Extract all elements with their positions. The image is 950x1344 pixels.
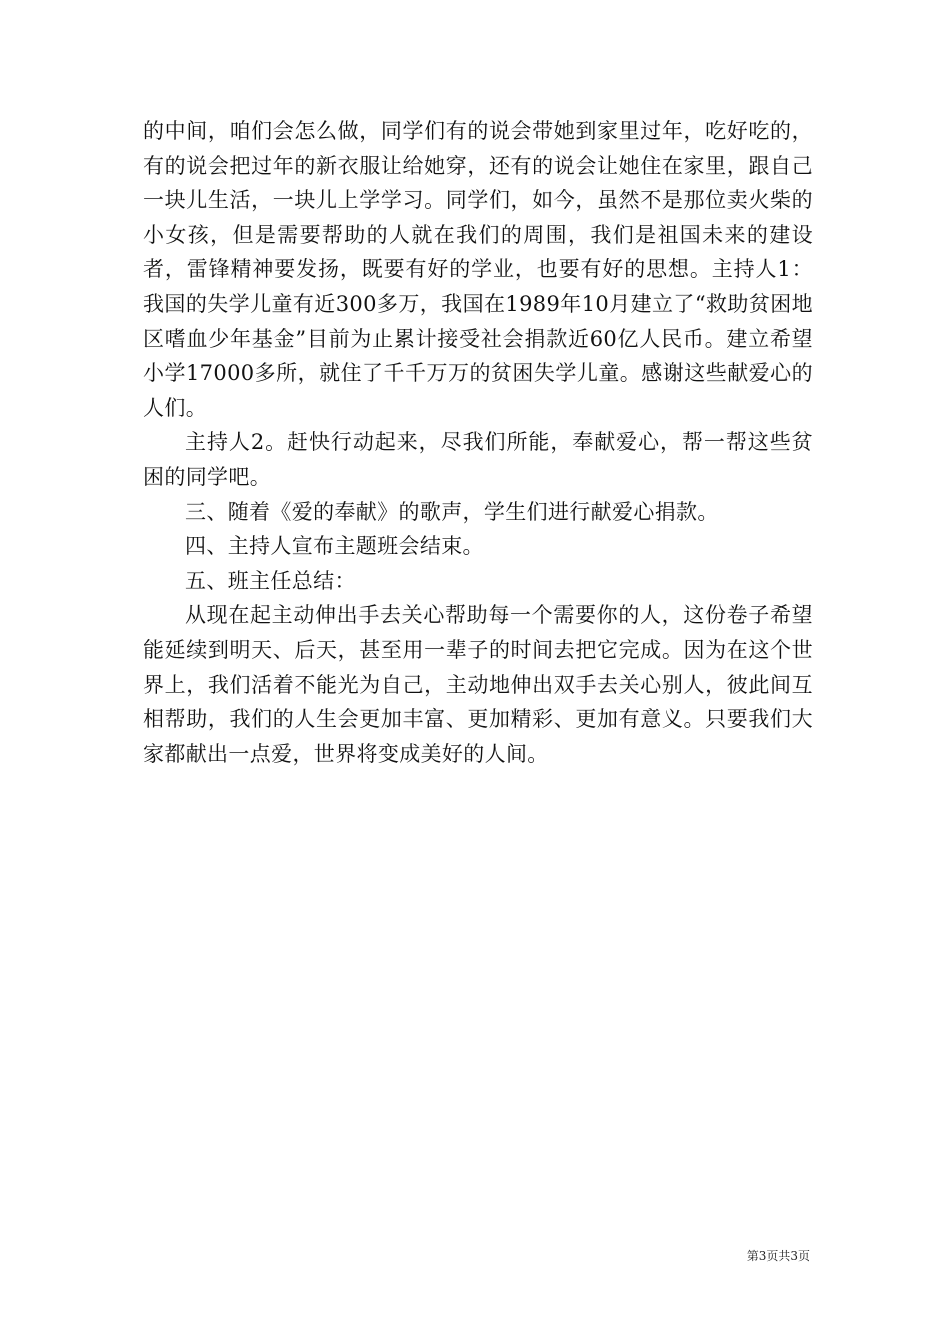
page-number-footer: 第3页共3页	[746, 1249, 810, 1263]
paragraph-teacher-summary: 从现在起主动伸出手去关心帮助每一个需要你的人，这份卷子希望能延续到明天、后天，甚至用一辈子的时间去把它完成。因为在这个世界上，我们活着不能光为自己，主动地伸出双手去关心别人，彼此间互相帮助，我们的人生会更加丰富、更加精彩、更加有意义。只要我们大家都献出一点爱，世界将变成美好的人间。	[143, 603, 813, 766]
paragraph-section-5-heading: 五、班主任总结：	[185, 568, 356, 593]
paragraph-section-4: 四、主持人宣布主题班会结束。	[185, 534, 484, 559]
paragraph-host-2: 主持人2。赶快行动起来，尽我们所能，奉献爱心，帮一帮这些贫困的同学吧。	[143, 430, 813, 489]
paragraph-continuation: 的中间，咱们会怎么做，同学们有的说会带她到家里过年，吃好吃的，有的说会把过年的新衣服让给她穿，还有的说会让她住在家里，跟自己一块儿生活，一块儿上学学习。同学们，如今，虽然不是那位卖火柴的小女孩，但是需要帮助的人就在我们的周围，我们是祖国未来的建设者，雷锋精神要发扬，既要有好的学业，也要有好的思想。主持人1：我国的失学儿童有近300多万，我国在1989年10月建立了“救助贫困地区嗜血少年基金”目前为止累计接受社会捐款近60亿人民币。建立希望小学17000多所，就住了千千万万的贫困失学儿童。感谢这些献爱心的人们。	[143, 119, 813, 420]
paragraph-section-3: 三、随着《爱的奉献》的歌声，学生们进行献爱心捐款。	[185, 499, 719, 524]
document-body	[143, 114, 813, 771]
